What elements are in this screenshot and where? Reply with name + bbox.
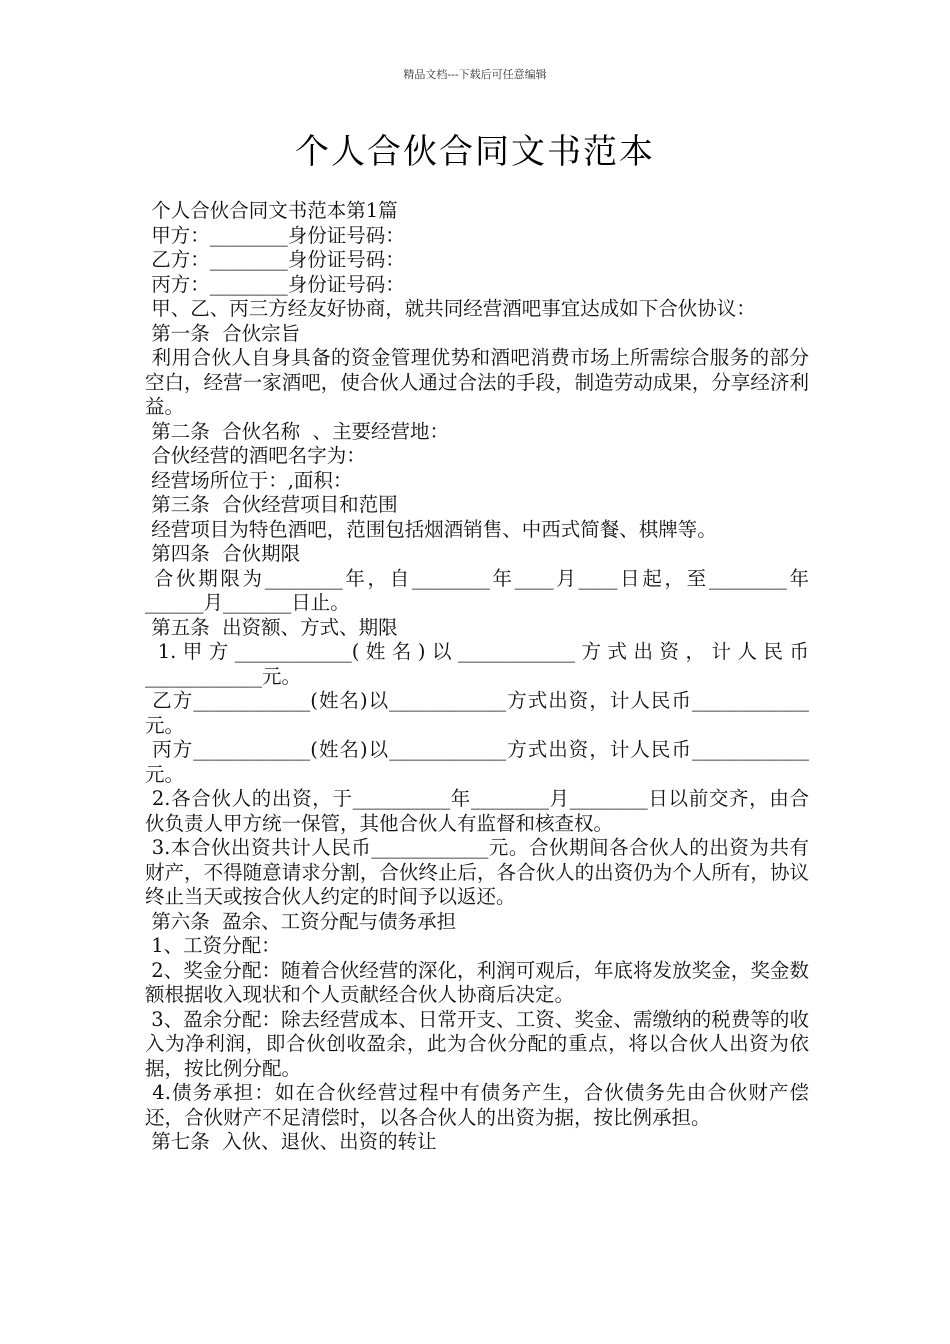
- document-title: 个人合伙合同文书范本: [295, 132, 655, 172]
- article-heading: 第六条 盈余、工资分配与债务承担: [145, 909, 457, 933]
- article-heading: 第三条 合伙经营项目和范围: [145, 493, 398, 516]
- article-heading: 第七条 入伙、退伙、出资的转让: [145, 1130, 437, 1153]
- paragraph: 合伙期限为________年，自________年____月____日起，至________年______月_______日止。: [145, 566, 809, 614]
- page-header: 精品文档---下载后可任意编辑: [403, 68, 547, 81]
- paragraph: 乙方____________(姓名)以____________方式出资，计人民币____________元。: [145, 689, 809, 737]
- paragraph: 2.各合伙人的出资，于__________年________月________日以前交齐，由合伙负责人甲方统一保管，其他合伙人有监督和核查权。: [145, 787, 809, 835]
- paragraph: 3、盈余分配：除去经营成本、日常开支、工资、奖金、需缴纳的税费等的收入为净利润，即合伙创收盈余，此为合伙分配的重点，将以合伙人出资为依据，按比例分配。: [145, 1007, 809, 1080]
- paragraph: 利用合伙人自身具备的资金管理优势和酒吧消费市场上所需综合服务的部分空白，经营一家酒吧，使合伙人通过合法的手段，制造劳动成果，分享经济利益。: [145, 346, 809, 418]
- paragraph: 2、奖金分配：随着合伙经营的深化，利润可观后，年底将发放奖金，奖金数额根据收入现状和个人贡献经合伙人协商后决定。: [145, 958, 809, 1006]
- party-b-line: 乙方：________身份证号码：: [145, 248, 405, 271]
- article-heading: 第二条 合伙名称 、主要经营地：: [145, 419, 449, 443]
- article-heading: 第五条 出资额、方式、期限: [145, 615, 398, 639]
- paragraph: 经营场所位于：,面积：: [145, 468, 353, 492]
- preamble-paragraph: 甲、乙、丙三方经友好协商，就共同经营酒吧事宜达成如下合伙协议：: [145, 297, 756, 320]
- paragraph: 3.本合伙出资共计人民币____________元。合伙期间各合伙人的出资为共有财产，不得随意请求分割，合伙终止后，各合伙人的出资仍为个人所有，协议终止当天或按合伙人约定的时间予以返还。: [145, 836, 810, 908]
- paragraph: 1、工资分配：: [145, 934, 281, 957]
- paragraph: 丙方____________(姓名)以____________方式出资，计人民币____________元。: [145, 738, 809, 786]
- article-heading: 第四条 合伙期限: [145, 542, 301, 565]
- section-heading: 个人合伙合同文书范本第1篇: [145, 199, 398, 222]
- paragraph: 4.债务承担：如在合伙经营过程中有债务产生，合伙债务先由合伙财产偿还，合伙财产不足清偿时，以各合伙人的出资为据，按比例承担。: [145, 1081, 810, 1129]
- article-heading: 第一条 合伙宗旨: [145, 321, 301, 345]
- paragraph: 经营项目为特色酒吧，范围包括烟酒销售、中西式简餐、棋牌等。: [145, 517, 717, 541]
- party-a-line: 甲方：________身份证号码：: [145, 223, 405, 247]
- party-c-line: 丙方：________身份证号码：: [145, 272, 405, 296]
- document-body: [145, 199, 809, 1155]
- paragraph: 合伙经营的酒吧名字为：: [145, 444, 366, 467]
- paragraph: 1.甲方____________(姓名)以____________方式出资，计人民币____________元。: [145, 640, 809, 688]
